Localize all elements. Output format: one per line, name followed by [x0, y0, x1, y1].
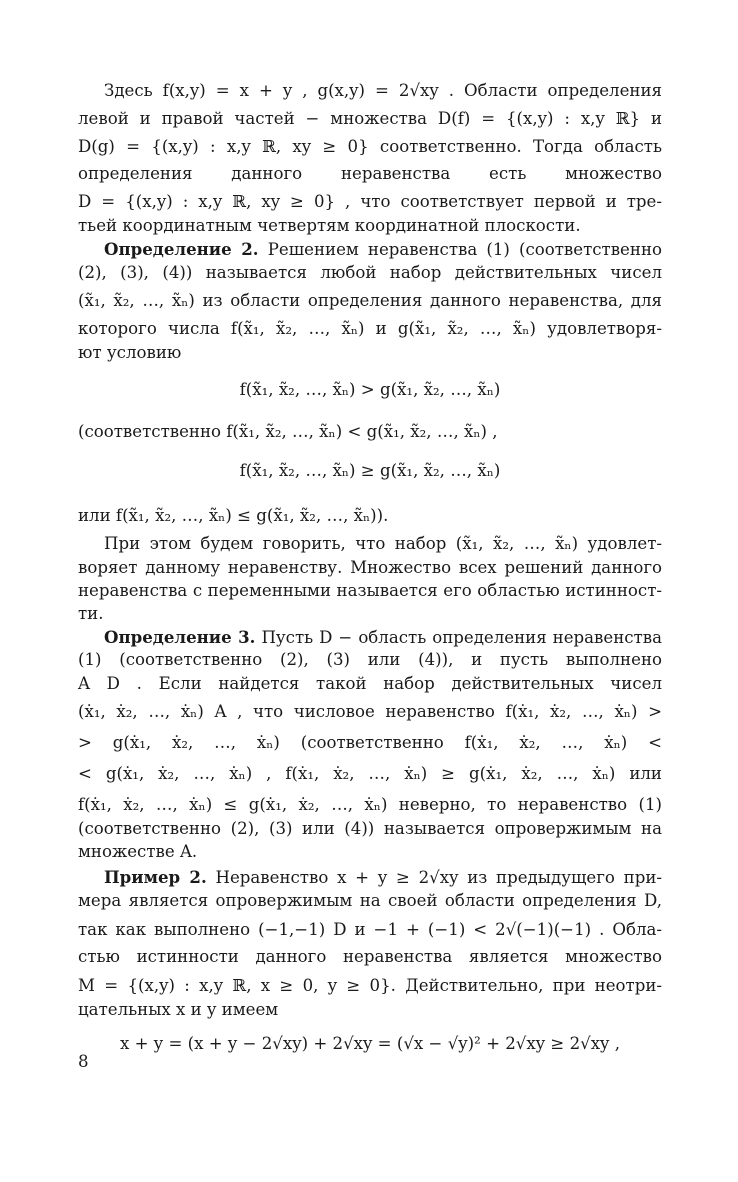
paragraph-2-line-1: При этом будем говорить, что набор (x̃₁, x̃₂, …, x̃ₙ) удовлет-	[104, 534, 662, 553]
paragraph-1-line-1: Здесь f(x,y) = x + y , g(x,y) = 2√xy . Области определения	[104, 81, 662, 100]
definition-3-line-7: f(ẋ₁, ẋ₂, …, ẋₙ) ≤ g(ẋ₁, ẋ₂, …, ẋₙ) неверно, то неравенство (1)	[78, 795, 662, 814]
paragraph-2-line-4: ти.	[78, 604, 104, 623]
example-2-line-1	[78, 864, 662, 890]
definition-3-label: Определение 3.	[104, 627, 256, 647]
example-2-line-5: M = {(x,y) : x,y ℝ, x ≥ 0, y ≥ 0}. Действительно, при неотри-	[78, 976, 662, 995]
example-2-line-1-text: Неравенство x + y ≥ 2√xy из предыдущего при-	[215, 868, 662, 887]
definition-3-line-4: (ẋ₁, ẋ₂, …, ẋₙ) A , что числовое неравенство f(ẋ₁, ẋ₂, …, ẋₙ) >	[78, 702, 662, 721]
definition-2-line-7: или f(x̃₁, x̃₂, …, x̃ₙ) ≤ g(x̃₁, x̃₂, …, x̃ₙ)).	[78, 506, 389, 525]
paragraph-2-line-3: неравенства с переменными называется его областью истинност-	[78, 581, 662, 600]
definition-2-line-4: которого числа f(x̃₁, x̃₂, …, x̃ₙ) и g(x̃₁, x̃₂, …, x̃ₙ) удовлетворя-	[78, 319, 662, 338]
definition-2-label: Определение 2.	[104, 239, 259, 259]
definition-2-line-3: (x̃₁, x̃₂, …, x̃ₙ) из области определения данного неравенства, для	[78, 291, 662, 310]
definition-3-line-9: множестве A.	[78, 842, 198, 861]
definition-2-line-5: ют условию	[78, 343, 182, 362]
definition-2-formula-1: f(x̃₁, x̃₂, …, x̃ₙ) > g(x̃₁, x̃₂, …, x̃ₙ)	[239, 380, 501, 399]
definition-3-line-6: < g(ẋ₁, ẋ₂, …, ẋₙ) , f(ẋ₁, ẋ₂, …, ẋₙ) ≥ g(ẋ₁, ẋ₂, …, ẋₙ) или	[78, 764, 662, 783]
definition-3-line-1-text: Пусть D − область определения неравенства	[261, 628, 662, 647]
definition-2-line-2: (2), (3), (4)) называется любой набор действительных чисел	[78, 263, 662, 282]
paragraph-1-line-5: D = {(x,y) : x,y ℝ, xy ≥ 0} , что соответствует первой и тре-	[78, 192, 662, 211]
definition-3-line-3: A D . Если найдется такой набор действительных чисел	[78, 674, 662, 693]
definition-2-line-6: (соответственно f(x̃₁, x̃₂, …, x̃ₙ) < g(x̃₁, x̃₂, …, x̃ₙ) ,	[78, 422, 498, 441]
paragraph-2-line-2: воряет данному неравенству. Множество всех решений данного	[78, 558, 662, 577]
definition-2-line-1-text: Решением неравенства (1) (соответственно	[267, 240, 662, 259]
paragraph-1-line-3: D(g) = {(x,y) : x,y ℝ, xy ≥ 0} соответственно. Тогда область	[78, 137, 662, 156]
definition-2-formula-2: f(x̃₁, x̃₂, …, x̃ₙ) ≥ g(x̃₁, x̃₂, …, x̃ₙ)	[239, 461, 501, 480]
definition-3-line-5: > g(ẋ₁, ẋ₂, …, ẋₙ) (соответственно f(ẋ₁, ẋ₂, …, ẋₙ) <	[78, 733, 662, 752]
paragraph-1-line-4: определения данного неравенства есть множество	[78, 164, 662, 183]
paragraph-1-line-2: левой и правой частей − множества D(f) = {(x,y) : x,y ℝ} и	[78, 109, 662, 128]
example-2-line-6: цательных x и y имеем	[78, 1000, 279, 1019]
example-2-line-4: стью истинности данного неравенства является множество	[78, 947, 662, 966]
definition-3-line-8: (соответственно (2), (3) или (4)) называется опровержимым на	[78, 819, 662, 838]
definition-3-line-2: (1) (соответственно (2), (3) или (4)), и пусть выполнено	[78, 650, 662, 669]
paragraph-1-line-6: тьей координатным четвертям координатной плоскости.	[78, 216, 581, 235]
example-2-formula: x + y = (x + y − 2√xy) + 2√xy = (√x − √y)² + 2√xy ≥ 2√xy ,	[120, 1034, 620, 1053]
page-number: 8	[78, 1052, 89, 1071]
example-2-line-2: мера является опровержимым на своей области определения D,	[78, 891, 662, 910]
definition-2-line-1	[78, 236, 662, 262]
example-2-label: Пример 2.	[104, 867, 207, 887]
example-2-line-3: так как выполнено (−1,−1) D и −1 + (−1) < 2√(−1)(−1) . Обла-	[78, 920, 662, 939]
